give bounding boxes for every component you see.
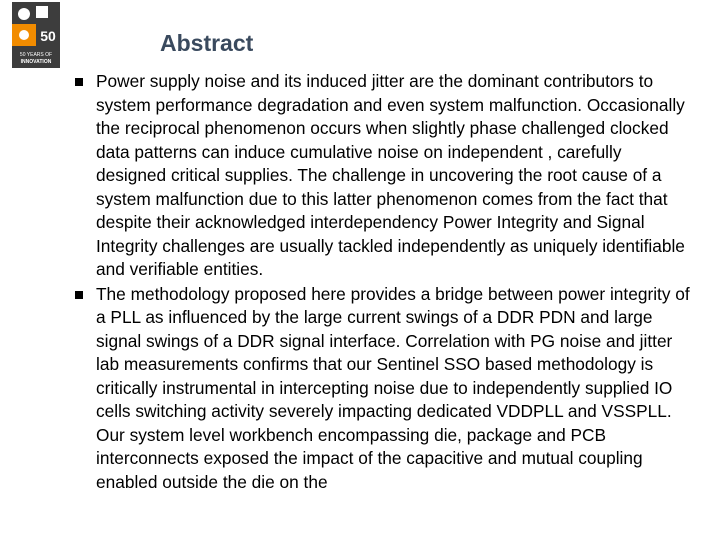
bullet-list [74,70,696,495]
bullet-text-1: Power supply noise and its induced jitter are the dominant contributors to system performance degradation and even system malfunction. Occasionally the reciprocal phenomenon occurs when slightly phase challenged clocked data patterns can induce cumulative noise on independent , carefully designed critical supplies. The challenge in uncovering the root cause of a system malfunction due to this latter phenomenon comes from the fact that despite their acknowledged interdependency Power Integrity and Signal Integrity challenges are usually tackled independently as uniquely identifiable and verifiable entities. [96,71,685,279]
square-bullet-icon [75,291,83,299]
logo-caption-line1: 50 YEARS OF [19,52,53,58]
logo-graphic [12,2,60,68]
square-bullet-icon [75,78,83,86]
bullet-text-2: The methodology proposed here provides a bridge between power integrity of a PLL as influenced by the large current swings of a DDR PDN and large signal swings of a DDR signal interface. Correlation with PG noise and jitter lab measurements confirms that our Sentinel SSO based methodology is critically instrumental in intercepting noise due to independently supplied IO cells switching activity severely impacting dedicated VDDPLL and VSSPLL. Our system level workbench encompassing die, package and PCB interconnects exposed the impact of the capacitive and mutual coupling enabled outside the die on the [96,283,690,492]
conference-logo [12,2,60,68]
logo-number: 50 [40,28,56,44]
bullet-item-2 [74,283,696,495]
bullet-item-1 [74,70,696,282]
slide-title: Abstract [160,30,254,56]
logo-caption-line2: INNOVATION [20,59,52,65]
